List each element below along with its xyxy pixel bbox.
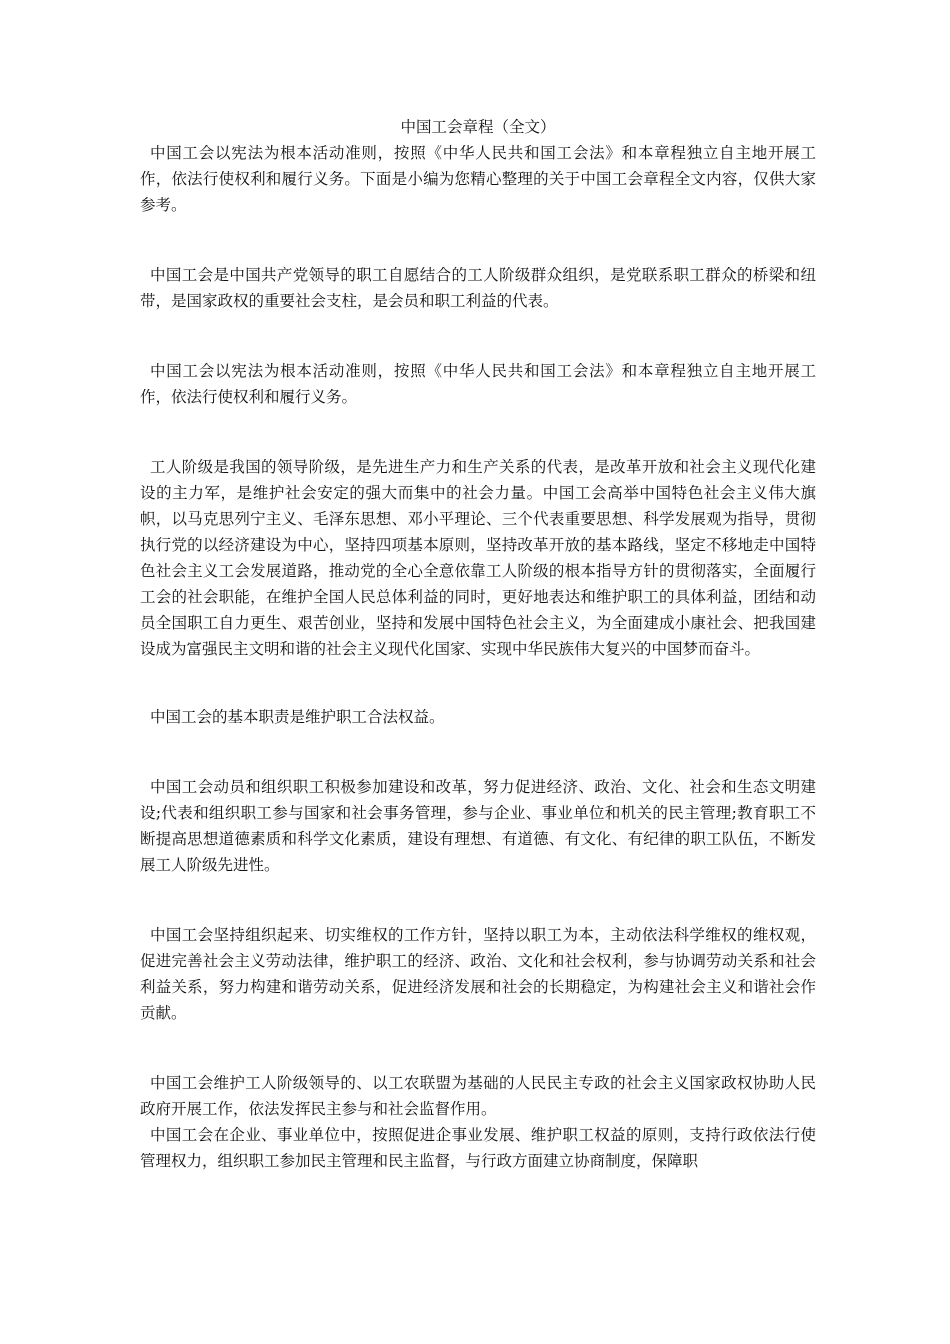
paragraph-policy: 中国工会坚持组织起来、切实维权的工作方针，坚持以职工为本，主动依法科学维权的维权观，促进完善社会主义劳动法律，维护职工的经济、政治、文化和社会权利，参与协调劳动关系和社会利益关系，努力构建和谐劳动关系，促进经济发展和社会的长期稳定，为构建社会主义和谐社会作贡献。: [140, 926, 816, 1022]
paragraph-intro: 中国工会以宪法为根本活动准则，按照《中华人民共和国工会法》和本章程独立自主地开展工作，依法行使权利和履行义务。下面是小编为您精心整理的关于中国工会章程全文内容，仅供大家参考。: [140, 144, 816, 214]
paragraph-nature: 中国工会是中国共产党领导的职工自愿结合的工人阶级群众组织，是党联系职工群众的桥梁和纽带，是国家政权的重要社会支柱，是会员和职工利益的代表。: [140, 266, 816, 310]
paragraph-state-power: 中国工会维护工人阶级领导的、以工农联盟为基础的人民民主专政的社会主义国家政权协助人民政府开展工作，依法发挥民主参与和社会监督作用。: [140, 1074, 816, 1118]
paragraph-enterprise: 中国工会在企业、事业单位中，按照促进企事业发展、维护职工权益的原则，支持行政依法行使管理权力，组织职工参加民主管理和民主监督，与行政方面建立协商制度，保障职: [140, 1126, 816, 1170]
paragraph-constitution: 中国工会以宪法为根本活动准则，按照《中华人民共和国工会法》和本章程独立自主地开展工作，依法行使权利和履行义务。: [140, 362, 816, 406]
document-title: 中国工会章程（全文）: [400, 118, 556, 136]
paragraph-mobilize: 中国工会动员和组织职工积极参加建设和改革，努力促进经济、政治、文化、社会和生态文明建设;代表和组织职工参与国家和社会事务管理，参与企业、事业单位和机关的民主管理;教育职工不断提高思想道德素质和科学文化素质，建设有理想、有道德、有文化、有纪律的职工队伍，不断发展工人阶级先进性。: [140, 778, 816, 874]
document-page: [140, 114, 816, 1174]
paragraph-working-class: 工人阶级是我国的领导阶级，是先进生产力和生产关系的代表，是改革开放和社会主义现代化建设的主力军，是维护社会安定的强大而集中的社会力量。中国工会高举中国特色社会主义伟大旗帜，以马克思列宁主义、毛泽东思想、邓小平理论、三个代表重要思想、科学发展观为指导，贯彻执行党的以经济建设为中心，坚持四项基本原则，坚持改革开放的基本路线，坚定不移地走中国特色社会主义工会发展道路，推动党的全心全意依靠工人阶级的根本指导方针的贯彻落实，全面履行工会的社会职能，在维护全国人民总体利益的同时，更好地表达和维护职工的具体利益，团结和动员全国职工自力更生、艰苦创业，坚持和发展中国特色社会主义，为全面建成小康社会、把我国建设成为富强民主文明和谐的社会主义现代化国家、实现中华民族伟大复兴的中国梦而奋斗。: [140, 458, 816, 658]
paragraph-basic-duty: 中国工会的基本职责是维护职工合法权益。: [150, 708, 445, 726]
